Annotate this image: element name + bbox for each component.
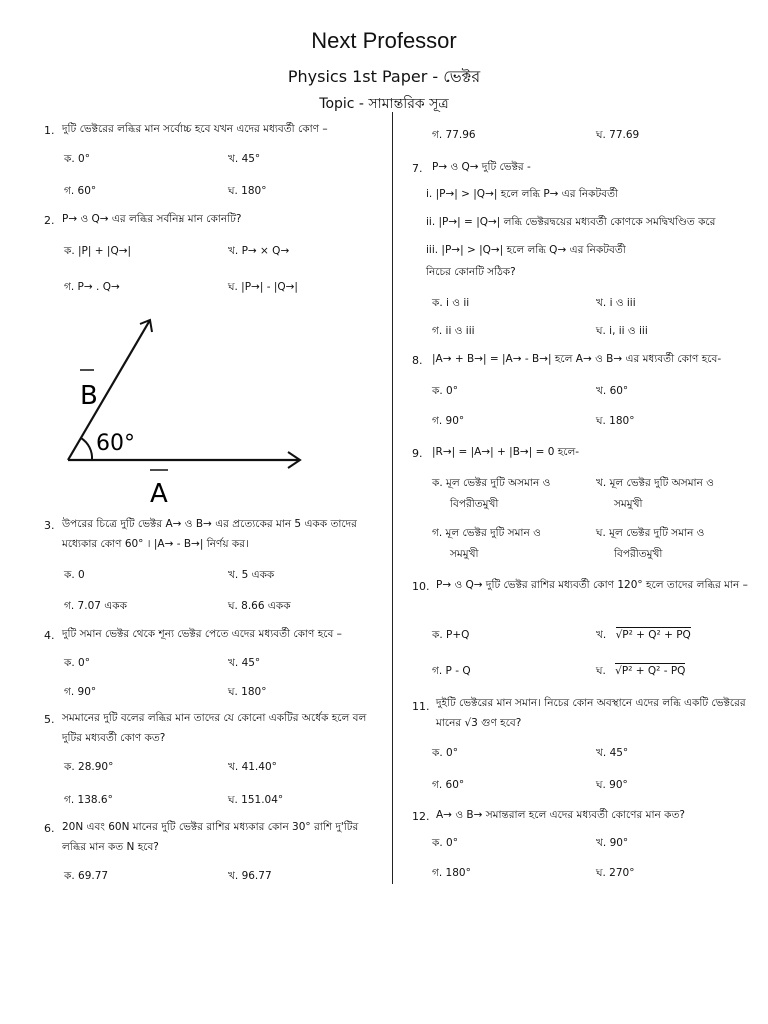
q9-option-b[interactable] [596, 476, 714, 514]
q9-option-a-line2: বিপরীতমুখী [450, 498, 499, 510]
q6-option-c[interactable]: গ. 77.96 [432, 129, 476, 141]
q10-option-a[interactable]: ক. P+Q [432, 629, 470, 641]
q3-option-b[interactable]: খ. 5 একক [228, 569, 275, 581]
angle-label: 60° [96, 431, 135, 456]
q7-option-b[interactable]: খ. i ও iii [596, 297, 636, 309]
q1-option-c[interactable]: গ. 60° [64, 185, 97, 197]
q5-option-c[interactable]: গ. 138.6° [64, 794, 113, 806]
q12-number: 12. [412, 810, 430, 823]
q9-option-c-line2: সমমুখী [450, 548, 479, 560]
q5-option-d[interactable]: ঘ. 151.04° [228, 794, 284, 806]
q10-option-b-expr: √P² + Q² + PQ [615, 629, 691, 641]
q9-number: 9. [412, 447, 423, 460]
q9-option-c[interactable] [432, 526, 541, 564]
q9-option-c-line1: গ. মূল ভেক্টর দুটি সমান ও [432, 527, 541, 539]
q2-option-d[interactable]: ঘ. |P→| - |Q→| [228, 281, 298, 293]
q3-option-a[interactable]: ক. 0 [64, 569, 85, 581]
q7-option-a[interactable]: ক. i ও ii [432, 297, 470, 309]
q11-option-b[interactable]: খ. 45° [596, 747, 629, 759]
q1-text: দুটি ভেক্টরের লব্ধির মান সর্বোচ্চ হবে যখন এদের মধ্যবর্তী কোণ – [62, 123, 328, 135]
q2-text: P→ ও Q→ এর লব্ধির সর্বনিম্ন মান কোনটি? [62, 213, 242, 225]
q6-option-d[interactable]: ঘ. 77.69 [596, 129, 640, 141]
paper-subtitle: Physics 1st Paper - ভেক্টর [287, 67, 481, 86]
q4-number: 4. [44, 629, 55, 642]
q11-option-a[interactable]: ক. 0° [432, 747, 458, 759]
q9-text: |R→| = |A→| + |B→| = 0 হলে- [432, 446, 580, 458]
q9-option-d-line2: বিপরীতমুখী [614, 548, 663, 560]
q7-option-c[interactable]: গ. ii ও iii [432, 325, 475, 337]
q5-number: 5. [44, 713, 55, 726]
q7-statement-ii: ii. |P→| = |Q→| লব্ধি ভেক্টরদ্বয়ের মধ্যবর্তী কোণকে সমদ্বিখণ্ডিত করে [426, 216, 716, 228]
q6-text: 20N এবং 60N মানের দুটি ভেক্টর রাশির মধ্যকার কোন 30° রাশি দু'টির লব্ধির মান কত N হবে? [62, 821, 359, 853]
q12-option-a[interactable]: ক. 0° [432, 837, 458, 849]
q9-option-a-line1: ক. মূল ভেক্টর দুটি অসমান ও [432, 477, 551, 489]
q9-option-a[interactable] [432, 476, 550, 514]
label-a: A [150, 479, 168, 509]
label-b: B [80, 381, 98, 411]
q1-option-b[interactable]: খ. 45° [228, 153, 261, 165]
q12-option-b[interactable]: খ. 90° [596, 837, 629, 849]
q1-number: 1. [44, 124, 55, 137]
q11-option-d[interactable]: ঘ. 90° [596, 779, 628, 791]
q4-option-a[interactable]: ক. 0° [64, 657, 90, 669]
q7-text: P→ ও Q→ দুটি ভেক্টর - [432, 161, 531, 173]
q7-statement-iii: iii. |P→| > |Q→| হলে লব্ধি Q→ এর নিকটবর্তী [426, 244, 626, 256]
q10-option-b[interactable] [596, 628, 691, 645]
topic-heading: Topic - সামান্তরিক সূত্র [319, 96, 449, 112]
page-title: Next Professor [311, 28, 457, 53]
q4-option-d[interactable]: ঘ. 180° [228, 686, 267, 698]
angle-arc [81, 438, 92, 460]
q2-option-b[interactable]: খ. P→ × Q→ [228, 245, 290, 257]
q8-text: |A→ + B→| = |A→ - B→| হলে A→ ও B→ এর মধ্যবর্তী কোণ হবে- [432, 353, 722, 365]
q8-option-b[interactable]: খ. 60° [596, 385, 629, 397]
q5-option-b[interactable]: খ. 41.40° [228, 761, 277, 773]
q7-ask: নিচের কোনটি সঠিক? [426, 266, 516, 278]
q2-number: 2. [44, 214, 55, 227]
q1-option-d[interactable]: ঘ. 180° [228, 185, 267, 197]
q3-option-d[interactable]: ঘ. 8.66 একক [228, 600, 291, 612]
q3-number: 3. [44, 519, 55, 532]
q6-number: 6. [44, 822, 55, 835]
q3-option-c[interactable]: গ. 7.07 একক [64, 600, 127, 612]
q2-option-c[interactable]: গ. P→ . Q→ [64, 281, 120, 293]
q11-number: 11. [412, 700, 430, 713]
q9-option-b-line1: খ. মূল ভেক্টর দুটি অসমান ও [596, 477, 714, 489]
q11-option-c[interactable]: গ. 60° [432, 779, 465, 791]
q1-option-a[interactable]: ক. 0° [64, 153, 90, 165]
q8-number: 8. [412, 354, 423, 367]
q10-option-c[interactable]: গ. P - Q [432, 665, 471, 677]
q4-option-c[interactable]: গ. 90° [64, 686, 97, 698]
q6-option-b[interactable]: খ. 96.77 [228, 870, 272, 882]
q8-option-a[interactable]: ক. 0° [432, 385, 458, 397]
q7-option-d[interactable]: ঘ. i, ii ও iii [596, 325, 648, 337]
q12-option-d[interactable]: ঘ. 270° [596, 867, 635, 879]
q4-option-b[interactable]: খ. 45° [228, 657, 261, 669]
q9-option-b-line2: সমমুখী [614, 498, 643, 510]
q8-option-c[interactable]: গ. 90° [432, 415, 465, 427]
q12-text: A→ ও B→ সমান্তরাল হলে এদের মধ্যবর্তী কোণের মান কত? [436, 809, 685, 821]
column-divider [392, 112, 393, 884]
q10-option-b-prefix: খ. [596, 629, 607, 641]
q12-option-c[interactable]: গ. 180° [432, 867, 471, 879]
q7-number: 7. [412, 162, 423, 175]
q9-option-d[interactable] [596, 526, 704, 564]
q7-statement-i: i. |P→| > |Q→| হলে লব্ধি P→ এর নিকটবর্তী [426, 188, 618, 200]
q8-option-d[interactable]: ঘ. 180° [596, 415, 635, 427]
q3-text: উপরের চিত্রে দুটি ভেক্টর A→ ও B→ এর প্রত্যেকের মান 5 একক তাদের মধ্যেকার কোণ 60° । |A→ - B→| নির্ণয় কর। [62, 518, 357, 550]
q10-option-d-prefix: ঘ. [596, 665, 606, 677]
q10-text: P→ ও Q→ দুটি ভেক্টর রাশির মধ্যবর্তী কোণ 120° হলে তাদের লব্ধির মান – [436, 579, 748, 591]
q2-option-a[interactable]: ক. |P| + |Q→| [64, 245, 132, 257]
q10-number: 10. [412, 580, 430, 593]
q10-option-d[interactable] [596, 664, 685, 681]
q11-text: দুইটি ভেক্টরের মান সমান। নিচের কোন অবস্থানে এদের লব্ধি একটি ভেক্টরের মানের √3 গুণ হবে? [436, 697, 746, 729]
q10-option-d-expr: √P² + Q² - PQ [615, 665, 686, 677]
q9-option-d-line1: ঘ. মূল ভেক্টর দুটি সমান ও [596, 527, 705, 539]
q6-option-a[interactable]: ক. 69.77 [64, 870, 109, 882]
q4-text: দুটি সমান ভেক্টর থেকে শূন্য ভেক্টর পেতে এদের মধ্যবর্তী কোণ হবে – [62, 628, 342, 640]
q5-option-a[interactable]: ক. 28.90° [64, 761, 114, 773]
q5-text: সমমানের দুটি বলের লব্ধির মান তাদের যে কোনো একটির অর্ধেক হলে বল দুটির মধ্যবর্তী কোণ কত? [62, 712, 367, 744]
vector-diagram [60, 312, 310, 512]
